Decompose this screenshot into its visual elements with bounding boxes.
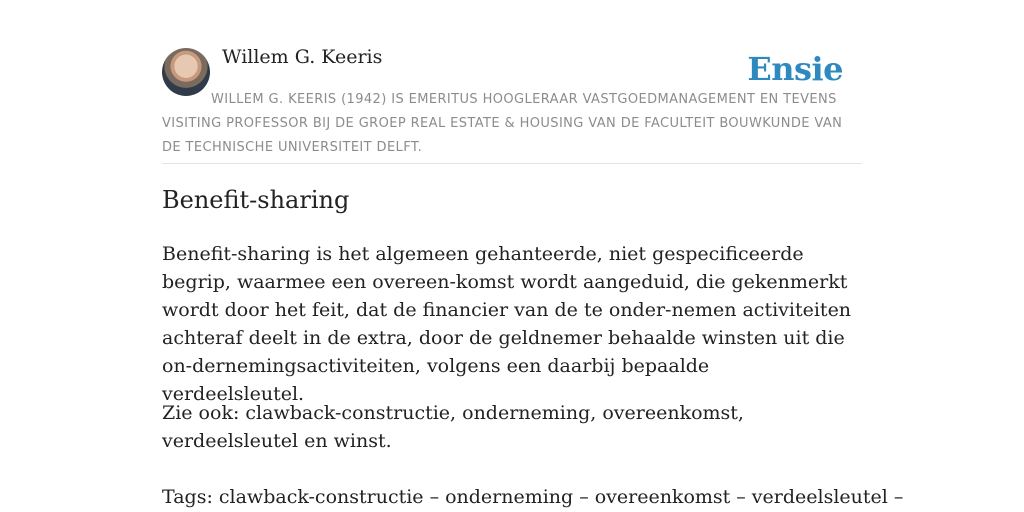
tag-separator: –: [893, 486, 904, 508]
article-paragraph: Benefit-sharing is het algemeen gehanteerde, niet gespecificeerde begrip, waarmee een overeen-komst wordt aangeduid, die gekenmerkt wordt door het feit, dat de financier van de te onder-nemen activiteiten achteraf deelt in de extra, door de geldnemer behaalde winsten uit die on-dernemingsactiviteiten, volgens een daarbij bepaalde verdeelsleutel.: [162, 243, 852, 405]
article-title: Benefit-sharing: [162, 186, 350, 214]
ensie-logo[interactable]: Ensie: [747, 50, 843, 88]
author-bio: WILLEM G. KEERIS (1942) IS EMERITUS HOOGLERAAR VASTGOEDMANAGEMENT EN TEVENS VISITING PROFESSOR BIJ DE GROEP REAL ESTATE & HOUSING VAN DE FACULTEIT BOUWKUNDE VAN DE TECHNISCHE UNIVERSITEIT DELFT.: [162, 92, 843, 155]
see-also-paragraph: Zie ook: clawback-constructie, onderneming, overeenkomst, verdeelsleutel en winst.: [162, 402, 744, 452]
tag-separator: –: [429, 486, 440, 508]
header-divider: [162, 163, 862, 164]
tag-link[interactable]: verdeelsleutel: [751, 486, 888, 508]
author-name[interactable]: Willem G. Keeris: [222, 46, 383, 68]
tag-link[interactable]: overeenkomst: [594, 486, 731, 508]
tag-separator: –: [736, 486, 746, 508]
tag-link[interactable]: onderneming: [445, 486, 574, 508]
tags-line: [162, 483, 904, 511]
tag-separator: –: [579, 486, 589, 508]
tags-label: Tags:: [162, 486, 213, 508]
article-page: [162, 0, 904, 512]
tag-link[interactable]: clawback-constructie: [218, 486, 424, 508]
